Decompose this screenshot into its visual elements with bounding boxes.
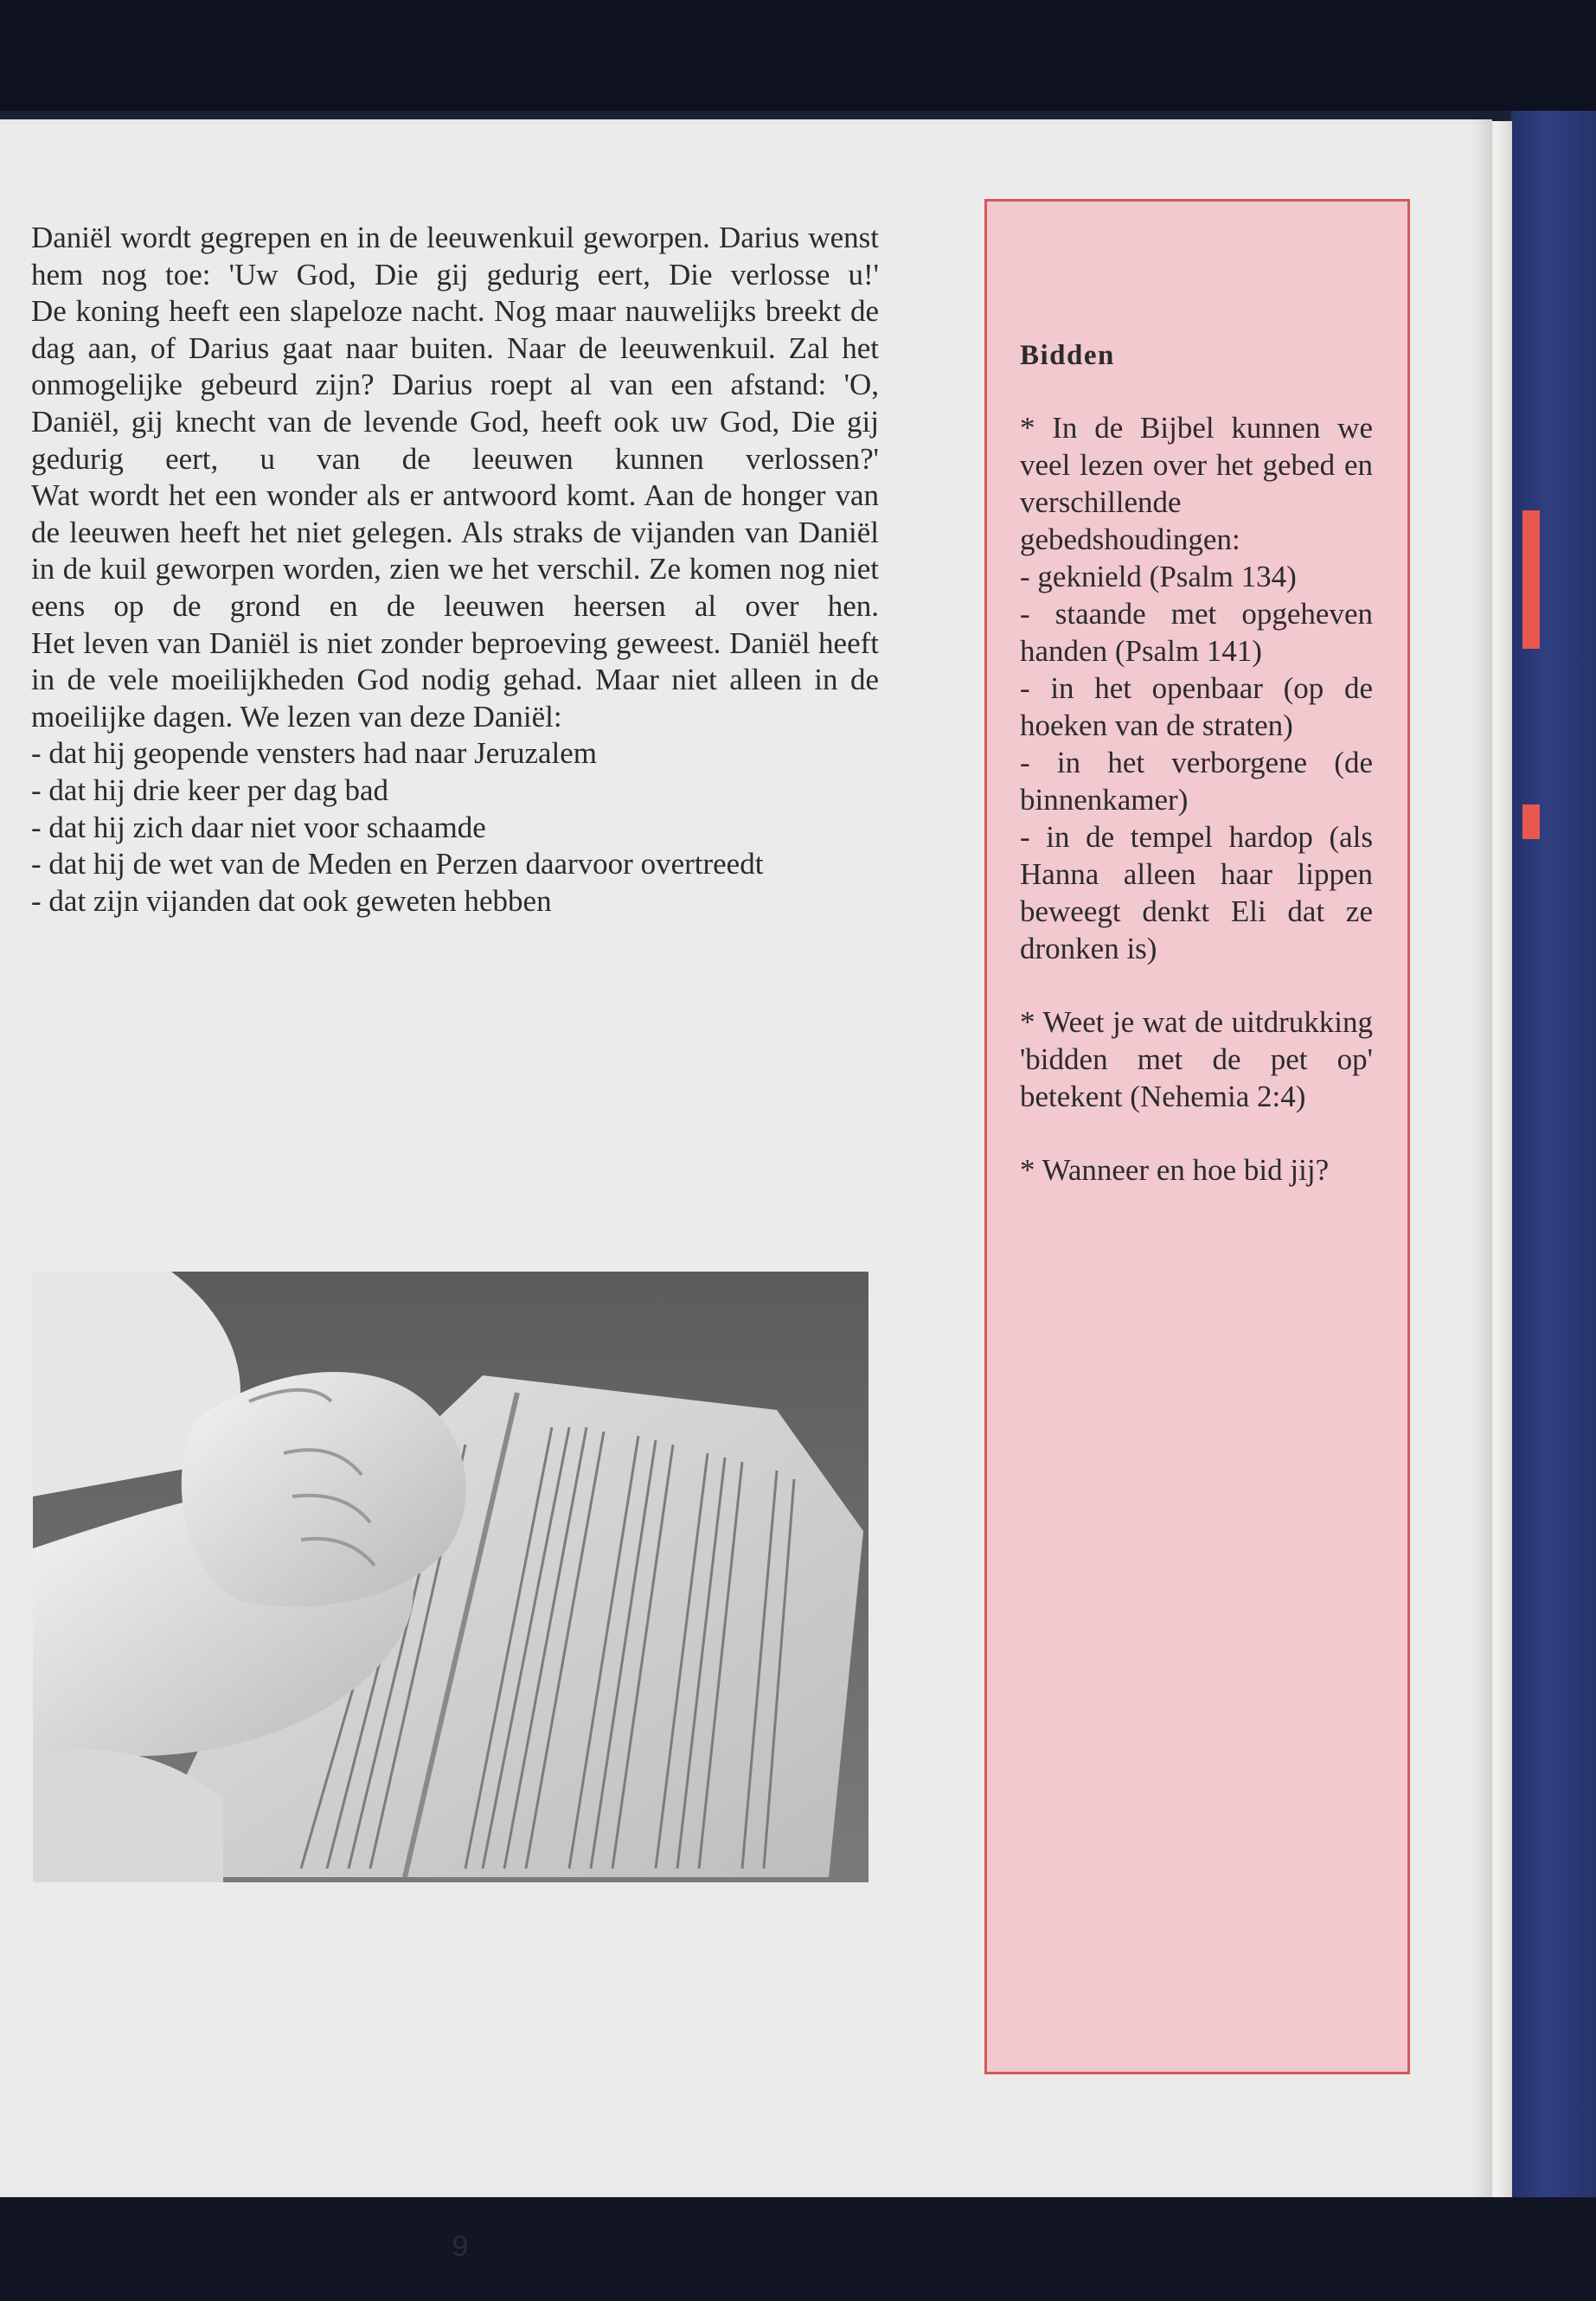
list-item: - in het openbaar (op de hoeken van de straten): [1020, 671, 1373, 742]
main-text: [31, 220, 879, 920]
list-item: - staande met opgeheven handen (Psalm 141): [1020, 597, 1373, 668]
prayer-postures-list: [1020, 558, 1373, 967]
paragraph-4: Het leven van Daniël is niet zonder beproeving geweest. Daniël heeft in de vele moeilijkheden God nodig gehad. Maar niet alleen in de moeilijke dagen. We lezen van deze Daniël:: [31, 625, 879, 734]
praying-hands-photo-icon: [33, 1272, 869, 1882]
sidebar-question-2: * Wanneer en hoe bid jij?: [1020, 1153, 1330, 1187]
sidebar-body: [1020, 409, 1373, 1225]
edge-marker-1: [1522, 510, 1540, 649]
list-item: - dat hij drie keer per dag bad: [31, 772, 389, 807]
daniel-list: [31, 735, 879, 920]
list-item: - dat hij zich daar niet voor schaamde: [31, 810, 486, 844]
edge-marker-2: [1522, 804, 1540, 839]
book-cover-edge: [1509, 111, 1596, 2197]
sidebar-title: Bidden: [1020, 340, 1115, 371]
list-item: - in de tempel hardop (als Hanna alleen haar lippen beweegt denkt Eli dat ze dronken is): [1020, 820, 1373, 965]
scan-bottom-band: [0, 2197, 1596, 2301]
list-item: - dat zijn vijanden dat ook geweten hebben: [31, 883, 552, 918]
list-item: - dat hij geopende vensters had naar Jeruzalem: [31, 736, 598, 771]
list-item: - geknield (Psalm 134): [1020, 560, 1297, 593]
paragraph-2: De koning heeft een slapeloze nacht. Nog maar nauwelijks breekt de dag aan, of Darius gaat naar buiten. Naar de leeuwenkuil. Zal het onmogelijke gebeurd zijn? Darius roept al van een afstand: 'O, Daniël, gij knecht van de levende God, heeft ook uw God, Die gij gedurig eert, u van de leeuwen kunnen verlossen?': [31, 294, 879, 476]
list-item: - in het verborgene (de binnenkamer): [1020, 746, 1373, 817]
list-item: - dat hij de wet van de Meden en Perzen daarvoor overtreedt: [31, 847, 764, 881]
sidebar-intro: * In de Bijbel kunnen we veel lezen over het gebed en verschillende gebedshoudingen:: [1020, 411, 1373, 556]
page-number: 9: [452, 2230, 469, 2263]
sidebar-box: [984, 199, 1410, 2074]
scan-top-band: [0, 0, 1596, 111]
sidebar-question-1: * Weet je wat de uitdrukking 'bidden met de pet op' betekent (Nehemia 2:4): [1020, 1005, 1373, 1113]
paragraph-3: Wat wordt het een wonder als er antwoord komt. Aan de honger van de leeuwen heeft het niet gelegen. Als straks de vijanden van Daniël in de kuil geworpen worden, zien we het verschil. Ze komen nog niet eens op de grond en de leeuwen heersen al over hen.: [31, 478, 879, 623]
paragraph-1: Daniël wordt gegrepen en in de leeuwenkuil geworpen. Darius wenst hem nog toe: 'Uw God, Die gij gedurig eert, Die verlosse u!': [31, 221, 879, 292]
